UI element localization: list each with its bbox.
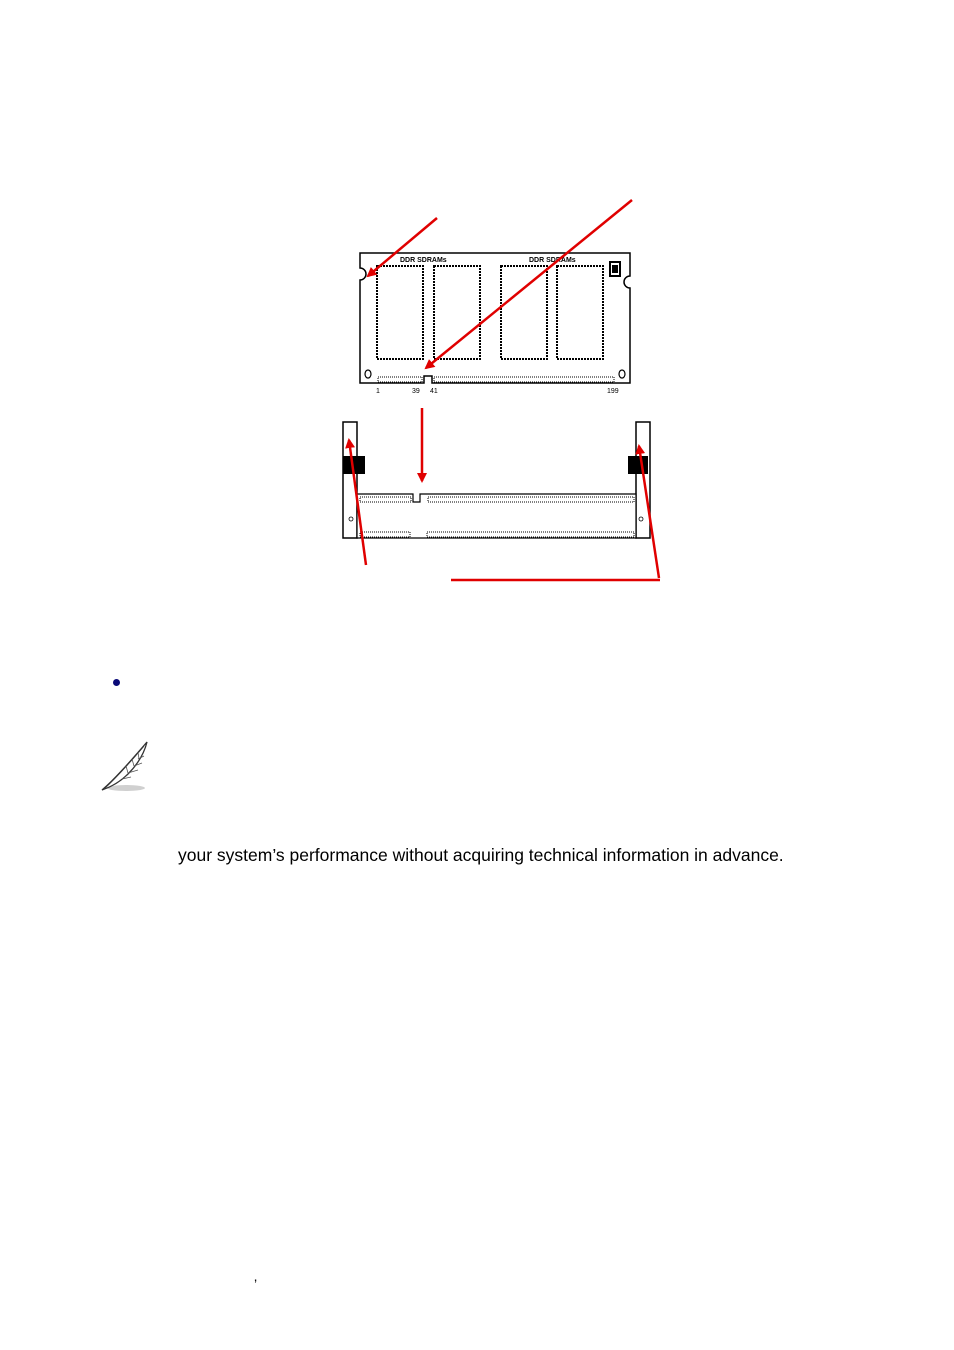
sodimm-module — [360, 253, 630, 395]
sodimm-socket — [343, 422, 650, 538]
pin-label-41: 41 — [430, 388, 438, 395]
sodimm-installation-figure — [0, 0, 954, 640]
pin-label-199: 199 — [607, 388, 619, 395]
note-text: your system’s performance without acquiring technical information in advance. — [178, 845, 784, 865]
bullet-icon — [113, 679, 120, 686]
module-contacts-left — [378, 377, 422, 382]
memory-chip — [377, 266, 423, 359]
module-contacts-right — [434, 377, 614, 382]
chip-label-left: DDR SDRAMs — [400, 257, 447, 264]
memory-chip — [557, 266, 603, 359]
chip-label-right: DDR SDRAMs — [529, 257, 576, 264]
pin-label-1: 1 — [376, 388, 380, 395]
pin-label-39: 39 — [412, 388, 420, 395]
footer-mark: ’ — [254, 1276, 258, 1292]
memory-chip — [501, 266, 547, 359]
memory-chip — [434, 266, 480, 359]
feather-quill-icon — [98, 740, 154, 801]
